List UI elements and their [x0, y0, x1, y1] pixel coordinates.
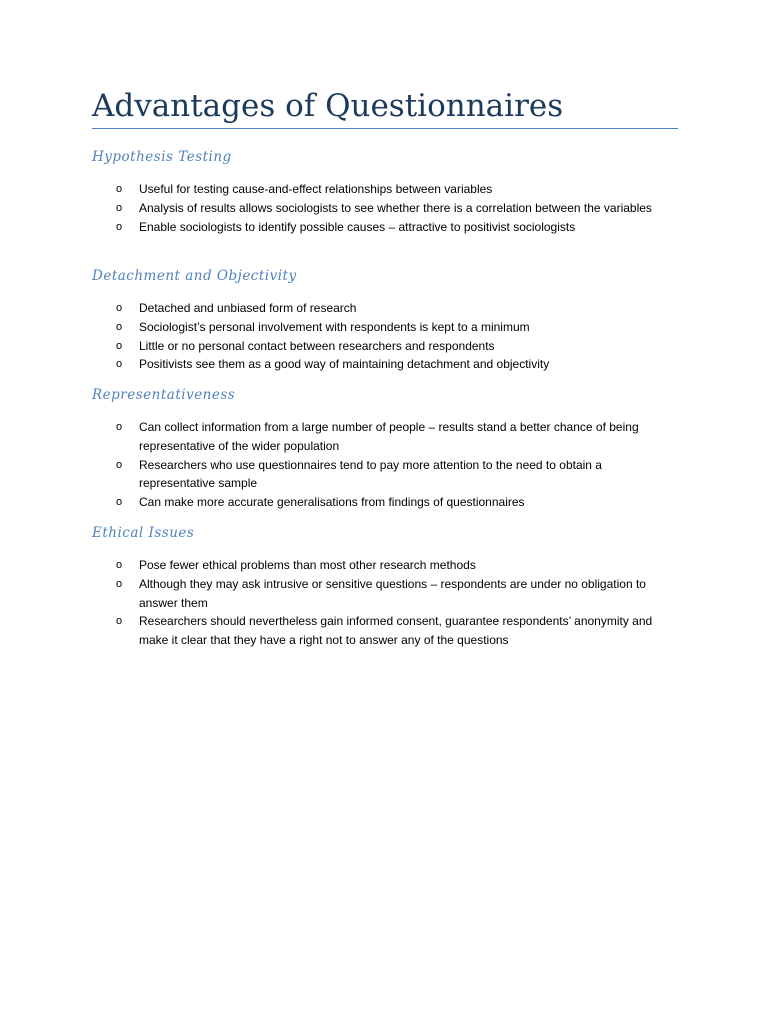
list-item-text: Sociologist’s personal involvement with respondents is kept to a minimum	[139, 319, 530, 334]
list-item-text: Although they may ask intrusive or sensitive questions – respondents are under no obligation to answer them	[139, 576, 646, 610]
section-heading: Hypothesis Testing	[92, 149, 232, 165]
list-item	[92, 418, 678, 456]
list-item-text: Positivists see them as a good way of maintaining detachment and objectivity	[139, 357, 550, 372]
bullet-marker: o	[116, 320, 123, 333]
list-item	[92, 180, 678, 199]
bullet-marker: o	[116, 577, 123, 590]
list-item	[92, 299, 678, 318]
bullet-marker: o	[116, 559, 123, 571]
list-item-text: Can make more accurate generalisations from findings of questionnaires	[139, 495, 525, 510]
list-item	[92, 355, 678, 374]
bullet-list	[92, 299, 678, 374]
bullet-list	[92, 556, 678, 650]
bullet-marker: o	[116, 358, 123, 371]
list-item	[92, 493, 678, 512]
bullet-list	[92, 418, 678, 512]
list-item	[92, 612, 678, 650]
list-item-text: Pose fewer ethical problems than most other research methods	[139, 558, 476, 572]
list-item-text: Researchers should nevertheless gain informed consent, guarantee respondents’ anonymity and make it clear that they have a right not to answer any of the questions	[139, 614, 653, 648]
list-item	[92, 575, 678, 613]
list-item	[92, 218, 678, 237]
document-title: Advantages of Questionnaires	[92, 88, 564, 124]
bullet-marker: o	[116, 615, 123, 628]
bullet-marker: o	[116, 183, 123, 195]
bullet-marker: o	[116, 302, 123, 314]
list-item-text: Detached and unbiased form of research	[139, 301, 357, 315]
bullet-marker: o	[116, 458, 123, 471]
section-representativeness	[92, 386, 678, 512]
document-page	[92, 0, 678, 1024]
list-item	[92, 318, 678, 337]
section-heading: Ethical Issues	[92, 525, 195, 541]
list-item	[92, 556, 678, 575]
list-item-text: Little or no personal contact between researchers and respondents	[139, 338, 495, 353]
bullet-marker: o	[116, 220, 123, 233]
list-item	[92, 456, 678, 494]
bullet-marker: o	[116, 496, 123, 509]
list-item	[92, 199, 678, 218]
title-underline	[92, 128, 678, 129]
list-item	[92, 337, 678, 356]
section-heading: Representativeness	[92, 387, 236, 403]
section-ethical-issues	[92, 524, 678, 650]
list-item-text: Analysis of results allows sociologists to see whether there is a correlation between the variables	[139, 200, 652, 215]
list-item-text: Enable sociologists to identify possible causes – attractive to positivist sociologists	[139, 219, 576, 234]
bullet-marker: o	[116, 421, 123, 433]
bullet-marker: o	[116, 201, 123, 214]
bullet-marker: o	[116, 339, 123, 352]
list-item-text: Researchers who use questionnaires tend to pay more attention to the need to obtain a representative sample	[139, 457, 602, 491]
list-item-text: Can collect information from a large number of people – results stand a better chance of being representative of the wider population	[139, 420, 639, 453]
section-hypothesis-testing	[92, 148, 678, 236]
section-detachment-objectivity	[92, 267, 678, 374]
bullet-list	[92, 180, 678, 236]
section-heading: Detachment and Objectivity	[92, 268, 297, 284]
list-item-text: Useful for testing cause-and-effect relationships between variables	[139, 182, 493, 196]
